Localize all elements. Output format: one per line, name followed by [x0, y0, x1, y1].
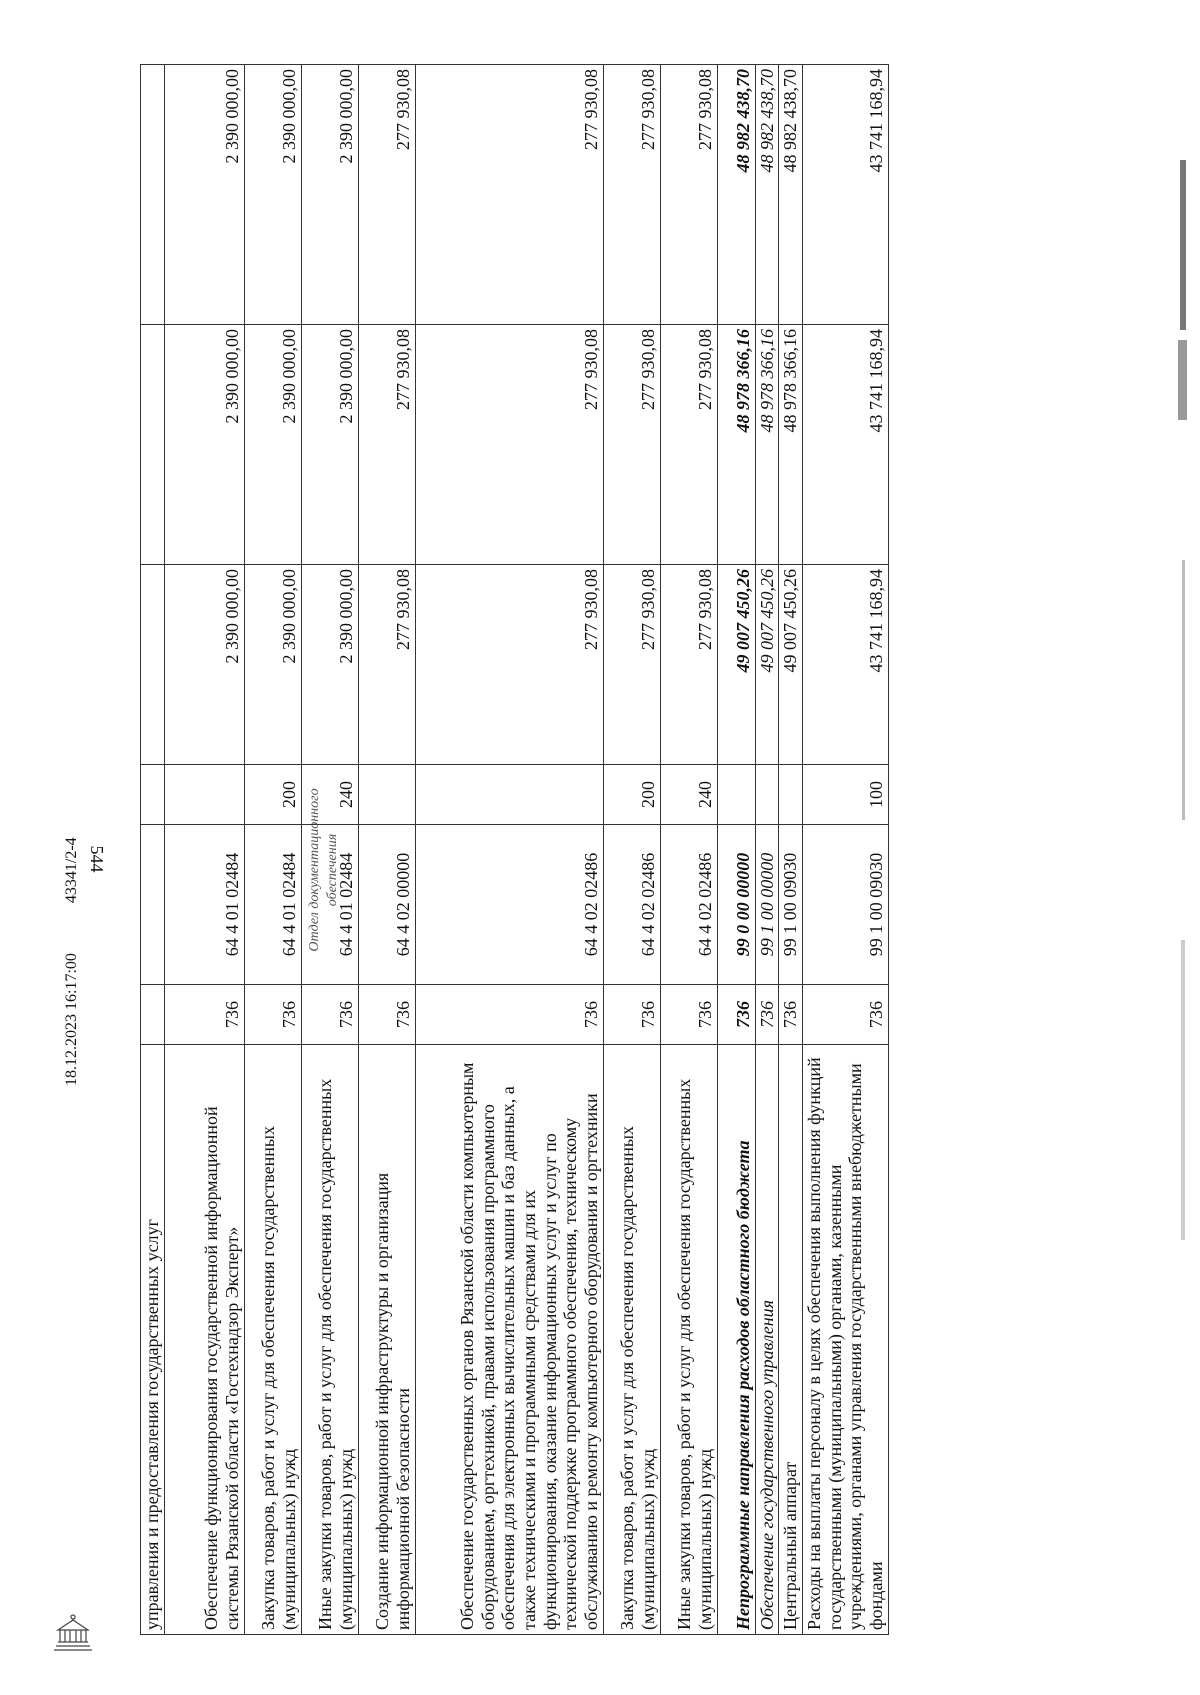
cell-y3: 48 982 438,70	[755, 65, 779, 325]
cell-y3: 43 741 168,94	[803, 65, 889, 325]
cell-y1: 277 930,08	[660, 565, 717, 765]
footer	[60, 826, 84, 1086]
cell-gr: 736	[164, 985, 244, 1045]
cell-csr	[141, 825, 165, 985]
cell-y1: 49 007 450,26	[779, 565, 803, 765]
cell-vr: 200	[244, 765, 301, 825]
cell-csr: 99 1 00 00000	[755, 825, 779, 985]
cell-y1	[141, 565, 165, 765]
cell-y3: 2 390 000,00	[244, 65, 301, 325]
budget-table	[140, 64, 889, 1635]
cell-y3: 277 930,08	[358, 65, 415, 325]
cell-gr: 736	[660, 985, 717, 1045]
cell-csr: 99 0 00 00000	[717, 825, 755, 985]
cell-csr: 99 1 00 09030	[779, 825, 803, 985]
cell-name: управления и предоставления государственных услуг	[141, 1045, 165, 1635]
cell-y3	[141, 65, 165, 325]
cell-y3: 2 390 000,00	[164, 65, 244, 325]
cell-name: Обеспечение государственного управления	[755, 1045, 779, 1635]
cell-vr	[717, 765, 755, 825]
cell-y2	[141, 325, 165, 565]
cell-gr: 736	[603, 985, 660, 1045]
cell-y1: 277 930,08	[415, 565, 603, 765]
table-row	[415, 65, 603, 1635]
cell-gr: 736	[717, 985, 755, 1045]
cell-name: Расходы на выплаты персоналу в целях обеспечения выполнения функций государственными (муниципальными) органами, казенными учреждениями, органами управления государственными внебюджетными фондами	[803, 1045, 889, 1635]
cell-csr: 99 1 00 09030	[803, 825, 889, 985]
cell-y2: 48 978 366,16	[779, 325, 803, 565]
cell-name: Создание информационной инфраструктуры и организация информационной безопасности	[358, 1045, 415, 1635]
table-row	[164, 65, 244, 1635]
stamp-line-1: Отдел документационного	[307, 788, 322, 952]
table-row	[358, 65, 415, 1635]
cell-y2: 43 741 168,94	[803, 325, 889, 565]
cell-vr	[779, 765, 803, 825]
table-row	[603, 65, 660, 1635]
cell-y1: 49 007 450,26	[755, 565, 779, 765]
cell-gr: 736	[415, 985, 603, 1045]
cell-gr: 736	[779, 985, 803, 1045]
cell-csr: 64 4 01 02484	[164, 825, 244, 985]
cell-y1: 2 390 000,00	[301, 565, 358, 765]
budget-table-rotated	[140, 65, 887, 1635]
table-row	[141, 65, 165, 1635]
cell-y2: 277 930,08	[603, 325, 660, 565]
cell-y2: 2 390 000,00	[164, 325, 244, 565]
cell-y2: 48 978 366,16	[717, 325, 755, 565]
cell-gr	[141, 985, 165, 1045]
cell-csr: 64 4 01 02484	[244, 825, 301, 985]
table-row	[803, 65, 889, 1635]
table-row	[755, 65, 779, 1635]
table-row	[717, 65, 755, 1635]
duma-emblem-icon	[48, 1608, 98, 1656]
cell-y3: 48 982 438,70	[779, 65, 803, 325]
cell-gr: 736	[244, 985, 301, 1045]
cell-y2: 277 930,08	[660, 325, 717, 565]
cell-csr: 64 4 02 02486	[660, 825, 717, 985]
table-row	[660, 65, 717, 1635]
cell-gr: 736	[301, 985, 358, 1045]
cell-y2: 2 390 000,00	[301, 325, 358, 565]
cell-y1: 2 390 000,00	[244, 565, 301, 765]
cell-y2: 277 930,08	[358, 325, 415, 565]
cell-y1: 277 930,08	[603, 565, 660, 765]
cell-name: Непрограммные направления расходов областного бюджета	[717, 1045, 755, 1635]
table-row	[779, 65, 803, 1635]
cell-y2: 2 390 000,00	[244, 325, 301, 565]
cell-csr: 64 4 01 02484	[301, 825, 358, 985]
cell-y1: 43 741 168,94	[803, 565, 889, 765]
cell-y3: 2 390 000,00	[301, 65, 358, 325]
cell-name: Закупка товаров, работ и услуг для обеспечения государственных (муниципальных) нужд	[244, 1045, 301, 1635]
cell-name: Обеспечение государственных органов Рязанской области компьютерным оборудованием, оргтехникой, правами использования программного обеспечения для электронных вычислительных машин и баз данных, а также техническими и программными средствами для их функционирования, оказание информационных услуг и услуг по технической поддержке программного обеспечения, техническому обслуживанию и ремонту компьютерного оборудования и оргтехники	[415, 1045, 603, 1635]
cell-vr: 240	[301, 765, 358, 825]
cell-vr	[415, 765, 603, 825]
scan-edge-marks	[1176, 40, 1192, 1640]
cell-csr: 64 4 02 02486	[415, 825, 603, 985]
cell-vr	[164, 765, 244, 825]
page-number: 544	[87, 845, 107, 873]
cell-csr: 64 4 02 00000	[358, 825, 415, 985]
cell-y1: 2 390 000,00	[164, 565, 244, 765]
cell-y3: 277 930,08	[603, 65, 660, 325]
footer-date: 18.12.2023 16:17:00	[63, 953, 80, 1086]
cell-vr	[755, 765, 779, 825]
cell-name: Иные закупки товаров, работ и услуг для обеспечения государственных (муниципальных) нужд	[660, 1045, 717, 1635]
footer-doc-code: 43341/2-4	[63, 837, 80, 904]
cell-name: Обеспечение функционирования государственной информационной системы Рязанской области «Гостехнадзор Эксперт»	[164, 1045, 244, 1635]
cell-y1: 49 007 450,26	[717, 565, 755, 765]
cell-y3: 277 930,08	[660, 65, 717, 325]
cell-name: Закупка товаров, работ и услуг для обеспечения государственных (муниципальных) нужд	[603, 1045, 660, 1635]
cell-vr	[141, 765, 165, 825]
cell-gr: 736	[358, 985, 415, 1045]
cell-vr: 240	[660, 765, 717, 825]
cell-vr	[358, 765, 415, 825]
cell-y2: 48 978 366,16	[755, 325, 779, 565]
cell-y3: 48 982 438,70	[717, 65, 755, 325]
cell-csr: 64 4 02 02486	[603, 825, 660, 985]
cell-y3: 277 930,08	[415, 65, 603, 325]
cell-name: Центральный аппарат	[779, 1045, 803, 1635]
table-row	[301, 65, 358, 1635]
cell-gr: 736	[803, 985, 889, 1045]
cell-y1: 277 930,08	[358, 565, 415, 765]
stamp-line-2: обеспечения	[325, 833, 340, 907]
cell-vr: 200	[603, 765, 660, 825]
cell-y2: 277 930,08	[415, 325, 603, 565]
cell-vr: 100	[803, 765, 889, 825]
table-row	[244, 65, 301, 1635]
cell-gr: 736	[755, 985, 779, 1045]
cell-name: Иные закупки товаров, работ и услуг для обеспечения государственных (муниципальных) нужд	[301, 1045, 358, 1635]
